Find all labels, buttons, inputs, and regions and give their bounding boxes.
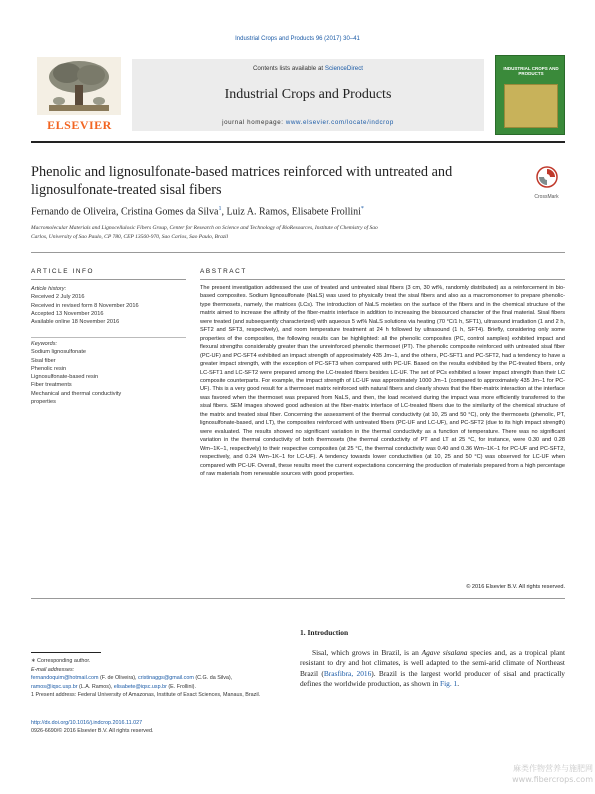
- email-link[interactable]: cristinaggs@gmail.com: [138, 675, 194, 682]
- keyword-item: Fiber treatments: [31, 382, 72, 389]
- corresponding-author-marker[interactable]: *: [360, 206, 364, 212]
- section-divider: [31, 252, 565, 253]
- history-item: Accepted 13 November 2016: [31, 310, 104, 317]
- watermark-line-2: www.fibercrops.com: [512, 775, 593, 784]
- elsevier-logo: [31, 55, 128, 135]
- homepage-line: [132, 119, 484, 126]
- keyword-item: Mechanical and thermal conductivity: [31, 390, 122, 397]
- footnote-rule: [31, 652, 101, 653]
- email-link[interactable]: fernandoquim@hotmail.com: [31, 675, 99, 682]
- intro-text: ). Brazil is the largest world producer of sisal and practically defines the worldwide production, as shown in: [300, 668, 565, 688]
- intro-species: Agave sisalana: [421, 648, 468, 657]
- issn-line: 0926-6690/© 2016 Elsevier B.V. All rights reserved.: [31, 728, 154, 734]
- crossmark-label: CrossMark: [534, 194, 559, 200]
- contents-prefix: Contents lists available at: [252, 65, 325, 72]
- intro-text: Sisal, which grows in Brazil, is an: [312, 648, 422, 657]
- journal-cover: [495, 55, 565, 135]
- email-owner: (E. Frollini).: [166, 683, 196, 690]
- history-item: Received 2 July 2016: [31, 294, 85, 301]
- cover-title: INDUSTRIAL CROPS AND PRODUCTS: [503, 66, 559, 77]
- figure-link[interactable]: Fig. 1: [440, 678, 458, 688]
- elsevier-wordmark: ELSEVIER: [47, 118, 112, 132]
- introduction-paragraph: [300, 648, 565, 689]
- email-owner: (F. de Oliveira),: [98, 675, 139, 682]
- abstract-copyright: © 2016 Elsevier B.V. All rights reserved.: [466, 584, 565, 590]
- watermark-line-1: 麻类作物营养与施肥网: [513, 764, 593, 773]
- intro-text: .: [457, 678, 460, 688]
- article-title: Phenolic and lignosulfonate-based matrices reinforced with untreated and lignosulfonate-treated sisal fibers: [31, 164, 453, 198]
- sciencedirect-link[interactable]: ScienceDirect: [324, 65, 364, 72]
- article-info-heading: ARTICLE INFO: [31, 268, 95, 275]
- journal-banner: [132, 59, 484, 131]
- article-info-rule: [31, 279, 186, 280]
- abstract-body: The present investigation addressed the use of treated and untreated sisal fibers (3 cm, 30 wt%, randomly distributed) as a reinforcement in bio-based composites. Sodium lignosulfonate (NaLS) was used to physically treat the sisal fibers and also as a macromonomer to prepare phenolic-type thermosets, namely, the matrices (LCs). The introduction of NaLS moieties on the surface of the fibers and in the chemical structure of the matrix aimed to increase the affinity of the fiber-matrix interface in addition to increasing the biosourced character of the final material. Sisal fibers were treated (and subsequently characterized) with aqueous 5 wt% NaLS solutions via heating (70 °C/1 h, SFT1), ultrasound irradiation (1 and 2 h, SFT2 and SFT3, respectively), and room temperature treatment at 24 h followed by ultrasound (1 h, SFT4). Briefly, considering only some properties of the composites, the following results can be highlighted: all the phenolic composites (PC, control samples) exhibited impact and flexural strengths considerably greater than the unreinforced phenolic thermoset (PT). The phenolic composite reinforced with untreated sisal fiber (PC-UF) and PC-SFT4 exhibited an impact strength of approximately 435 Jm−1, and the others, PC-SFT1 and PC-SFT2, had a tendency to have a greater impact strength, with the exception of PC-SFT3 when compared with PC-UF. Based on the results exhibited by the PC-treated fibers, only LC-SFT1 and LC-SFT2 were prepared among the LC-treated fibers besides LC-UF. The set of PCs exhibited a lower impact strength than their LC composite counterparts. For example, the impact strength of LC-UF was approximately 1000 Jm−1 (compared to approximately 435 Jm−1 for PC-UF). This is a very good result for a thermoset matrix reinforced with natural fibers and clearly shows that the fiber-matrix interaction at the interface was favored when the thermoset was prepared from NaLS, and then, the load received during the impact was more efficiently transferred to the sisal fibers. SEM images showed good adhesion at the fiber-matrix interface of LC-treated fibers due to the similarity of the chemical structure of the matrix and treated sisal fiber. Concerning the assessment of the thermal conductivity (at 10, 25 and 50 °C), only the thermosets (phenolic, PT, lignosulfonate-based, and LT), the composites reinforced with untreated fibers (PC-UF and LC-UF), and PC-SFT2 (due to its high impact strength) were evaluated. The results showed no significant variation in the thermal conductivity as a function of temperature. There was no significant variation in the thermal conductivity of both thermosets (the thermal conductivity of PT and LT at 25 °C, for instance, were 0.30 and 0.28 Wm−1K−1, respectively) to their respective composites (at 25 °C, the thermal conductivity was 0.40 and 0.36 Wm−1K−1 for PC-UF and PC-SFT2, respectively, and 0.24 Wm−1K−1 for LC-UF). A tendency towards lower conductivities (at 10, 25 and 50 °C) was observed for LC-UF when compared with PC-UF. Overall, these results meet the current expectations concerning the production of materials prepared from a high percentage of raw materials from renewable sources with good properties.: [200, 285, 565, 477]
- journal-name: Industrial Crops and Products: [224, 87, 392, 102]
- author-list: [31, 206, 551, 217]
- citation-link[interactable]: Brasfibra, 2016: [323, 668, 372, 678]
- affiliation: [31, 224, 501, 242]
- cover-image: [504, 84, 558, 128]
- crossmark-icon: [536, 166, 558, 188]
- email-link[interactable]: elisabete@iqsc.usp.br: [113, 683, 167, 690]
- doi-link[interactable]: http://dx.doi.org/10.1016/j.indcrop.2016.11.027: [31, 720, 143, 726]
- email-label: E-mail addresses:: [31, 666, 75, 673]
- keywords: [31, 340, 186, 406]
- abstract-rule: [200, 279, 565, 280]
- affiliation-line-2: Carlos, University of Sao Paulo, CP 780, CEP 13560-970, Sao Carlos, Sao Paulo, Brazil: [31, 234, 229, 240]
- contents-line: [132, 65, 484, 72]
- crossmark-badge[interactable]: [524, 166, 569, 200]
- header-rule: [31, 141, 565, 143]
- article-history: [31, 285, 186, 326]
- affiliation-line-1: Macromolecular Materials and Lignocellulosic Fibers Group, Center for Research on Science and Technology of BioResources, Institute of Chemistry of Sao: [31, 225, 378, 231]
- email-link[interactable]: ramos@iqsc.usp.br: [31, 683, 78, 690]
- author-affiliation-marker[interactable]: 1: [218, 206, 222, 212]
- keywords-label: Keywords:: [31, 341, 58, 347]
- email-owner: (C.G. da Silva),: [193, 675, 233, 682]
- history-item: Received in revised form 8 November 2016: [31, 302, 139, 309]
- present-address-note: 1 Present address: Federal University of Amazonas, Institute of Exact Sciences, Manaus, Brazil.: [31, 692, 261, 699]
- journal-header: [31, 55, 565, 135]
- introduction-heading: 1. Introduction: [300, 628, 349, 637]
- intro-text: species and, as a tropical plant resistant to dry and hot climates, is well adapted to the semi-arid climate of Northeast Brazil (: [300, 648, 565, 678]
- keyword-item: Sisal fiber: [31, 357, 56, 364]
- section-divider: [31, 598, 565, 599]
- email-owner: (L.A. Ramos),: [77, 683, 114, 690]
- corresponding-author-note: ∗ Corresponding author.: [31, 658, 91, 664]
- email-line-1: [31, 674, 286, 683]
- email-line-2: [31, 683, 286, 692]
- watermark: [468, 763, 593, 785]
- keyword-item: Sodium lignosulfonate: [31, 349, 87, 356]
- homepage-link[interactable]: www.elsevier.com/locate/indcrop: [285, 119, 394, 126]
- keyword-item: properties: [31, 399, 56, 406]
- keyword-item: Phenolic resin: [31, 365, 67, 372]
- history-item: Available online 18 November 2016: [31, 319, 120, 326]
- homepage-prefix: journal homepage:: [222, 119, 286, 126]
- keyword-item: Lignosulfonate-based resin: [31, 374, 99, 381]
- authors-part-1: Fernando de Oliveira, Cristina Gomes da Silva: [31, 206, 219, 218]
- authors-part-2: , Luiz A. Ramos, Elisabete Frollini: [221, 206, 361, 218]
- journal-reference[interactable]: Industrial Crops and Products 96 (2017) 30–41: [235, 36, 360, 42]
- history-label: Article history:: [31, 286, 67, 292]
- abstract-heading: ABSTRACT: [200, 268, 247, 275]
- footnotes: [31, 657, 286, 700]
- elsevier-tree-icon: [37, 57, 121, 115]
- keywords-rule: [31, 337, 186, 338]
